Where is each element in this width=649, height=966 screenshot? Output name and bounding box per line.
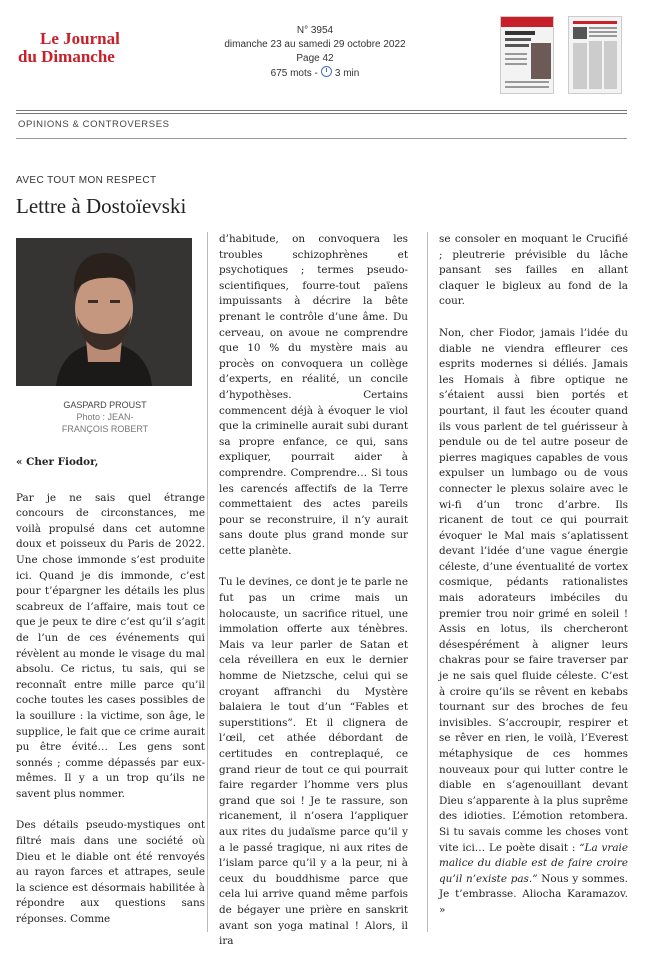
- article-column-2: [219, 232, 408, 966]
- paragraph: Des détails pseudo-mystiques ont filtré mais dans une société où Dieu et le diable ont été renvoyés au rayon farces et attrapes, seule la science est désormais habilitée à répondre aux questions sans réponses. Comme: [16, 819, 205, 926]
- paragraph: [439, 326, 628, 919]
- paragraph: Tu le devines, ce dont je te parle ne fut pas un crime mais un holocauste, un sacrifice rituel, une immolation offerte aux ténèbres. Mais va leur parler de Satan et cela réveillera en eux le dernier homme de Nietzsche, celui qui se croyant affranchi du Mystère balaiera le tout d’un “Fables et superstitions”. Et il clignera de l’œil, cet athée débordant de certitudes en contreplaqué, ce grand rieur de tout ce qui pourrait faire regarder l’homme vers plus grand que soi ! Je te rassure, son ricanement, il n’osera l’appliquer aux rites du judaïsme parce qu’il y a le passé tragique, ni aux rites de l’islam parce qu’il y a la peur, ni à ceux du bouddhisme parce que cela lui arrive quand même parfois de bégayer une prière en sanskrit avant son yoga matinal ! Alors, il ira: [219, 576, 408, 948]
- paragraph: Par je ne sais quel étrange concours de circonstances, me voilà propulsé dans cet automne doux et poisseux du Paris de 2022. Une chose immonde s’est produite ici. Quand je dis immonde, c’est pour t’épargner les détails les plus scabreux de l’affaire, mais tout ce que je peux te dire c’est qu’il s’agit de l’un de ces événements qui révèlent au monde le visage du mal absolu. Ce rictus, tu sais, qui se reconnaît entre mille parce qu’il coche toutes les cases possibles de la souillure : la victime, son âge, le supplice, le fait que ce crime aurait pu être évité… Les gens sont sonnés ; comme dépassés par eux-mêmes. Il y a un trop qu’ils ne savent plus nommer.: [16, 491, 205, 800]
- page-header: [0, 0, 649, 100]
- logo-line2: du Dimanche: [18, 47, 115, 66]
- article-column-1: [16, 455, 205, 944]
- paragraph-text: Non, cher Fiodor, jamais l’idée du diable ne viendra effleurer ces esprits modernes si déliés. Jamais les Homais à fibre optique ne s’étaient aussi bien portés et pourtant, il faut les écouter quand ils vous parlent de tel guérisseur à pendule ou de tel autre poseur de pierres magiques capables de vous expulser un lumbago ou de vous connecter le plexus solaire avec le wi-fi d’un tronc d’arbre. Ils ricanent de tout ce qui pourrait évoquer le Mal mais s’aplatissent devant l’idée d’une vague énergie céleste, d’une éventualité de vortex cosmique, pédants rationalistes mais adorateurs imbéciles du premier trou noir grimé en soleil ! Assis en lotus, ils chercheront désespérément à aligner leurs chakras pour se faire traverser par je ne sais quel fluide céleste. C’est à croire qu’ils se rêvent en kebabs tournant sur des broches de feu invisibles. S’accroupir, respirer et se rêver en rien, le voilà, l’Everest métaphysique de ces hommes nouveaux pour qui lutter contre le diable en s’agenouillant devant Dieu s’apparente à la plus suprême des idioties. L’émotion retombera. Si tu savais comme les choses vont vite ici… Le poète disait :: [439, 326, 628, 854]
- reading-info: [215, 66, 415, 81]
- signoff: Nous y sommes. Je t’embrasse. Aliocha Karamazov. »: [439, 872, 628, 916]
- salutation: « Cher Fiodor,: [16, 456, 99, 468]
- page-number: Page 42: [296, 53, 334, 64]
- column-divider: [207, 232, 208, 932]
- logo-line1: Le Journal: [40, 29, 120, 48]
- issue-meta: [215, 24, 415, 81]
- photo-caption: [60, 399, 150, 435]
- word-count: 675 mots -: [270, 68, 318, 79]
- read-time: 3 min: [334, 68, 360, 79]
- article-kicker: AVEC TOUT MON RESPECT: [16, 175, 157, 186]
- issue-number: N° 3954: [296, 25, 334, 36]
- article-column-3: [439, 232, 628, 935]
- paragraph: se consoler en moquant le Crucifié ; pleutrerie prévisible du lâche pansant ses failles en allant claquer le bigleux au fond de la cour.: [439, 233, 628, 308]
- author-photo: [16, 238, 192, 386]
- header-rule: [16, 110, 627, 114]
- rubric-rule: [16, 138, 627, 139]
- quote: “La vraie malice du diable est de faire croire qu’il n’existe pas.”: [439, 841, 628, 885]
- issue-dates: dimanche 23 au samedi 29 octobre 2022: [224, 39, 406, 50]
- paragraph: d’habitude, on convoquera les troubles schizophrènes et psychotiques ; termes pseudo-scientifiques, fourre-tout païens impuissants à décrire la bête prenant le contrôle d’une âme. Du cerveau, on avoue ne comprendre que 10 % du mystère mais au procès on convoquera un collège d’experts, en réalité, un concile d’hypothèses. Certains commencent déjà à évoquer le viol que la criminelle aurait subi durant sa propre enfance, ce qui, sans expliquer, pourrait aider à comprendre. Comprendre… Si tous les carencés affectifs de la Terre commettaient des actes pareils pour se reconstruire, il n’y aurait sans doute plus grand monde sur cette planète.: [219, 233, 408, 557]
- front-page-thumbnail[interactable]: [500, 16, 554, 94]
- section-rubric: OPINIONS & CONTROVERSES: [18, 119, 170, 130]
- caption-credit: Photo : JEAN-FRANÇOIS ROBERT: [61, 412, 149, 434]
- caption-author: GASPARD PROUST: [63, 400, 147, 410]
- newspaper-logo: [18, 28, 168, 68]
- clock-icon: [321, 66, 332, 77]
- article-page-thumbnail[interactable]: [568, 16, 622, 94]
- column-divider: [427, 232, 428, 932]
- article-title: Lettre à Dostoïevski: [16, 194, 187, 218]
